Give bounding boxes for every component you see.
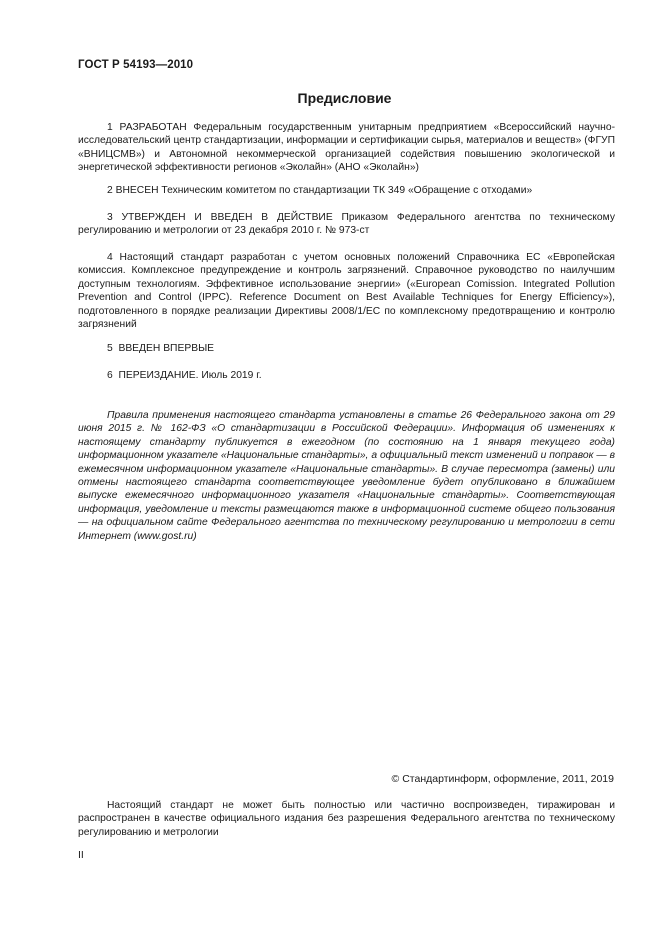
standard-code: ГОСТ Р 54193—2010	[78, 59, 194, 71]
page-number: II	[78, 849, 84, 861]
preface-item-2: 2 ВНЕСЕН Техническим комитетом по стандартизации ТК 349 «Обращение с отходами»	[107, 185, 533, 196]
preface-item-6: 6 ПЕРЕИЗДАНИЕ. Июль 2019 г.	[107, 370, 262, 381]
preface-title: Предисловие	[297, 90, 392, 106]
preface-item-3: 3 УТВЕРЖДЕН И ВВЕДЕН В ДЕЙСТВИЕ Приказом Федерального агентства по техническому регулированию и метрологии от 23 декабря 2010 г. № 973-ст	[78, 212, 615, 237]
application-rules-notice: Правила применения настоящего стандарта установлены в статье 26 Федерального закона от 29 июня 2015 г. № 162-ФЗ «О стандартизации в Российской Федерации». Информация об изменениях к настоящему стандарту публикуется в ежегодном (по состоянию на 1 января текущего года) информационном указателе «Национальные стандарты», а официальный текст изменений и поправок — в ежемесячном информационном указателе «Национальные стандарты». В случае пересмотра (замены) или отмены настоящего стандарта соответствующее уведомление будет опубликовано в ближайшем выпуске ежемесячного информационного указателя «Национальные стандарты». Соответствующая информация, уведомление и тексты размещаются также в информационной системе общего пользования — на официальном сайте Федерального агентства по техническому регулированию и метрологии в сети Интернет (www.gost.ru)	[78, 410, 615, 542]
preface-item-1: 1 РАЗРАБОТАН Федеральным государственным унитарным предприятием «Всероссийский научно-исследовательский центр стандартизации, информации и сертификации сырья, материалов и веществ» (ФГУП «ВНИЦСМВ») и Автономной некоммерческой организацией содействия повышению экологической и энергетической эффективности регионов «Эколайн» (АНО «Эколайн»)	[78, 122, 615, 174]
preface-item-5: 5 ВВЕДЕН ВПЕРВЫЕ	[107, 343, 215, 354]
copyright-line: © Стандартинформ, оформление, 2011, 2019	[391, 773, 614, 785]
preface-item-4: 4 Настоящий стандарт разработан с учетом основных положений Справочника ЕС «Европейская комиссия. Комплексное предупреждение и контроль загрязнений. Справочное руководство по наилучшим доступным технологиям. Эффективное использование энергии» («European Comission. Integrated Pollution Prevention and Control (IPPC). Reference Document on Best Available Techniques for Energy Efficiency»), подготовленного в порядке реализации Директивы 2008/1/ЕС по комплексному предотвращению и контролю загрязнений	[78, 252, 615, 331]
reproduction-notice: Настоящий стандарт не может быть полностью или частично воспроизведен, тиражирован и распространен в качестве официального издания без разрешения Федерального агентства по техническому регулированию и метрологии	[78, 800, 615, 838]
